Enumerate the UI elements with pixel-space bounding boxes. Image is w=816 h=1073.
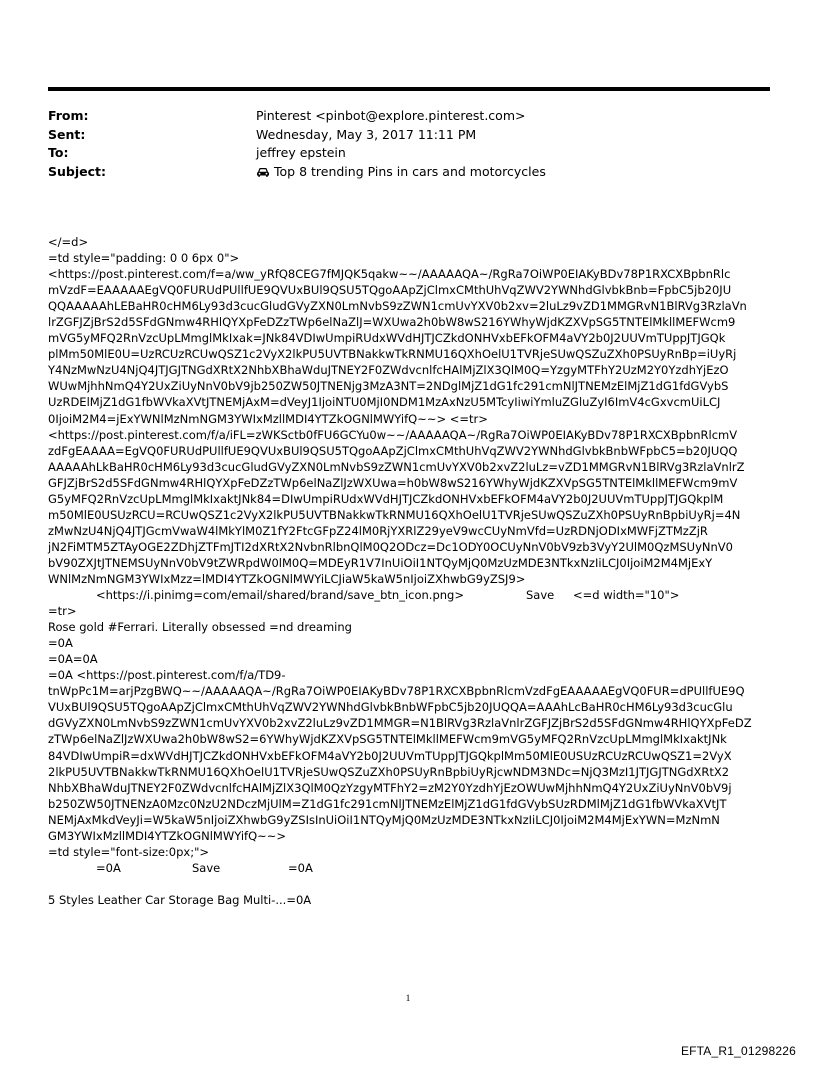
body-line: UzRDElMjZ1dG1fbWVkaXVtJTNEMjAxM=dVeyJ1IjoiNTU0MjI0NDM1MzAxNzU5MTcyIiwiYmluZGluZyI6ImV4cGxvcmUiLCJ (48, 395, 721, 410)
body-line: b250ZW50JTNENzA0Mzc0NzU2NDczMjUlM=Z1dG1fc291cmNlJTNEMzElMjZ1dG1fdGVybSUzRDMlMjZ1dG1fbWVkaXVtJT (48, 796, 727, 811)
body-line: GM3YWIxMzllMDI4YTZkOGNlMWYifQ~~> (48, 828, 287, 843)
body-line: =td style="font-size:0px;"> (48, 844, 210, 859)
subject-row (48, 163, 770, 184)
header-rule (48, 87, 770, 91)
body-line: 84VDIwUmpiR=dxWVdHJTJCZkdONHVxbEFkOFM4aVY2b0J2UUVmTUppJTJGQkplMm50MlE0USUzRCUzRCUwQSZ1=2VyX (48, 748, 732, 763)
tracking-link: <https://post.pinterest.com/f=a/ww_yRfQ8CEG7fMJQK5qakw~~/AAAAAQA~/RgRa7OiWP0EIAKyBDv78P1RXCXBpbnRlc (48, 267, 731, 282)
from-row (48, 107, 770, 126)
subject-label: Subject: (48, 163, 106, 179)
body-line: VUxBUl9QSU5TQgoAApZjClmxCMthUhVqZWV2YWNhdGlvbkBnbWFpbC5jb20JUQQA=AAAhLcBaHR0cHM6Ly93d3cucGlu (48, 700, 733, 715)
bates-stamp: EFTA_R1_01298226 (680, 1044, 796, 1058)
body-line: zdFgEAAAA=EgVQ0FURUdPUllfUE9QVUxBUl9QSU5TQgoAApZjClmxCMthUhVqZWV2YWNhdGlvbkBnbWFpbC5=b20JUQQ (48, 443, 738, 458)
body-line: NhbXBhaWduJTNEY2F0ZWdvcnlfcHAlMjZlX3QlM0QzYzgyMTFhY2=zM2Y0YzdhYjEzOWUwMjhhNmQ4Y2UxZiUyNnV0bV9j (48, 780, 732, 795)
pin-description: Rose gold #Ferrari. Literally obsessed =nd dreaming (48, 620, 352, 635)
email-body (48, 234, 778, 908)
body-fragment: =0A (96, 860, 121, 875)
body-line: mVzdF=EAAAAAEgVQ0FURUdPUllfUE9QVUxBUl9QSU5TQgoAApZjClmxCMthUhVqZWV2YWNhdGlvbkBnb=FpbC5jb20JU (48, 283, 732, 298)
body-line: AAAAAhLkBaHR0cHM6Ly93d3cucGludGVyZXN0LmNvbS9zZWN1cmUvYXV0b2xvZ2luLz=vZD1MMGRvN1BlRVg3RzlaVnlrZ (48, 459, 745, 474)
body-line: G5yMFQ2RnVzcUpLMmglMkIxaktJNk84=DIwUmpiRUdxWVdHJTJCZkdONHVxbEFkOFM4aVY2b0J2UUVmTUppJTJGQkplM (48, 491, 724, 506)
sent-value: Wednesday, May 3, 2017 11:11 PM (256, 126, 477, 142)
body-line: lrZGFJZjBrS2d5SFdGNmw4RHlQYXpFeDZzTWp6elNaZlJ=WXUwa2h0bW8wS216YWhyWjdKZXVpSG5TNTElMkllMEFWcm9 (48, 315, 736, 330)
body-line: </=d> (48, 235, 89, 249)
subject-value: Top 8 trending Pins in cars and motorcycles (274, 163, 546, 179)
body-line: dGVyZXN0LmNvbS9zZWN1cmUvYXV0b2xvZ2luLz9vZD1MMGR=N1BlRVg3RzlaVnlrZGFJZjBrS2d5SFdGNmw4RHlQYXpFeDZ (48, 716, 752, 731)
body-line: 2lkPU5UVTBNakkwTkRNMU16QXhOelU1TVRjeSUwQSZuZXh0PSUyRnBpbiUyRjcwNDM3NDc=NjQ3MzI1JTJGJTNGdXRtX2 (48, 764, 730, 779)
page-number: 1 (405, 994, 411, 1004)
pin-description: 5 Styles Leather Car Storage Bag Multi-...=0A (48, 892, 312, 907)
sent-row (48, 126, 770, 145)
body-line: zTWp6elNaZlJzWXUwa2h0bW8wS2=6YWhyWjdKZXVpSG5TNTElMkllMEFWcm9mVG5yMFQ2RnVzcUpLMmglMkIxaktJNk (48, 732, 727, 747)
body-line: GFJZjBrS2d5SFdGNmw4RHlQYXpFeDZzTWp6elNaZlJzWXUwa=h0bW8wS216YWhyWjdKZXVpSG5TNTElMkllMEFWcm9mV (48, 475, 738, 490)
to-row (48, 144, 770, 163)
save-row (48, 587, 778, 603)
body-line: WNlMzNmNGM3YWIxMzz=lMDI4YTZkOGNlMWYiLCJiaW5kaW5nIjoiZXhwbG9yZSJ9> (48, 571, 526, 586)
body-line: QQAAAAAhLEBaHR0cHM6Ly93d3cucGludGVyZXN0LmNvbS9zZWN1cmUvYXV0b2xv=2luLz9vZD1MMGRvN1BlRVg3RzlaVn (48, 299, 747, 314)
body-line: mVG5yMFQ2RnVzcUpLMmglMkIxak=JNk84VDIwUmpiRUdxWVdHJTJCZkdONHVxbEFkOFM4aVY2b0J2UUVmTUppJTJGQk (48, 331, 726, 346)
body-line: =0A (48, 636, 73, 651)
from-value: Pinterest <pinbot@explore.pinterest.com> (256, 108, 526, 123)
body-line: zMwNzU4NjQ4JTJGcmVwaW4lMkYlM0Z1fY2FtcGFpZ24lM0RjYXRlZ29yeV9wcCUyNmVfd=UzRDNjODIxMWFjZTMzZjR (48, 523, 708, 538)
body-fragment: =0A (288, 860, 313, 875)
body-line: WUwMjhhNmQ4Y2UxZiUyNnV0bV9jb250ZW50JTNENjg3MzA3NT=2NDglMjZ1dG1fc291cmNlJTNEMzElMjZ1dG1fdGVybS (48, 379, 729, 394)
body-line: NEMjAxMkdVeyJi=W5kaW5nIjoiZXhwbG9yZSIsInUiOiI1NTQyMjQ0MzUzMDE3NTkxNzIiLCJ0IjoiM2M4MjExYWN=MzNmN (48, 812, 720, 827)
body-line: =tr> (48, 604, 77, 619)
tracking-link: <https://post.pinterest.com/f/a/iFL=zWKSctb0fFU6GCYu0w~~/AAAAAQA~/RgRa7OiWP0EIAKyBDv78P1RXCXBpbnRlcmV (48, 427, 738, 442)
save-icon-url: <https://i.pinimg=com/email/shared/brand/save_btn_icon.png> (96, 588, 464, 603)
body-line: 0IjoiM2M4=jExYWNlMzNmNGM3YWIxMzllMDI4YTZkOGNlMWYifQ~~> <=tr> (48, 411, 488, 426)
save-text: Save (526, 588, 555, 603)
save-row-2 (48, 860, 778, 876)
body-line: m50MlE0USUzRCU=RCUwQSZ1c2VyX2lkPU5UVTBNakkwTkRNMU16QXhOelU1TVRjeSUwQSZuZXh0PSUyRnBpbiUyRj=4N (48, 507, 741, 522)
spacer (48, 876, 778, 892)
body-line: plMm50MlE0U=UzRCUzRCUwQSZ1c2VyX2lkPU5UVTBNakkwTkRNMU16QXhOelU1TVRjeSUwQSZuZXh0PSUyRnBp=iUyRj (48, 347, 737, 362)
sent-label: Sent: (48, 126, 86, 142)
body-line: jN2FiMTM5ZTAyOGE2ZDhjZTFmJTI2dXRtX2NvbnRlbnQlM0Q2ODcz=Dc1ODY0OCUyNnV0bV9zb3VyY2UlM0QzMSUyNnV0 (48, 539, 733, 554)
from-label: From: (48, 108, 89, 123)
body-line: tnWpPc1M=arjPzgBWQ~~/AAAAAQA~/RgRa7OiWP0EIAKyBDv78P1RXCXBpbnRlcmVzdFgEAAAAAEgVQ0FUR=dPUllfUE9Q (48, 684, 745, 699)
to-label: To: (48, 145, 69, 160)
td-width-text: <=d width="10"> (573, 588, 680, 603)
to-value: jeffrey epstein (256, 145, 346, 160)
email-header (48, 107, 770, 183)
body-line: Y4NzMwNzU4NjQ4JTJGJTNGdXRtX2NhbXBhaWduJTNEY2F0ZWdvcnlfcHAlMjZlX3QlM0Q=YzgyMTFhY2UzM2Y0YzdhYjEzO (48, 363, 729, 378)
body-line: =td style="padding: 0 0 6px 0"> (48, 251, 240, 266)
tracking-link: =0A <https://post.pinterest.com/f/a/TD9- (48, 668, 286, 683)
body-line: bV90ZXJtJTNEMSUyNnV0bV9tZWRpdW0lM0Q=MDEyR1V7InUiOiI1NTQyMjQ0MzUzMDE3NTkxNzIiLCJ0IjoiM2M4MjExY (48, 555, 713, 570)
save-text: Save (192, 860, 221, 875)
car-icon (256, 165, 270, 184)
body-line: =0A=0A (48, 652, 98, 667)
subject-value-wrap (256, 163, 770, 184)
